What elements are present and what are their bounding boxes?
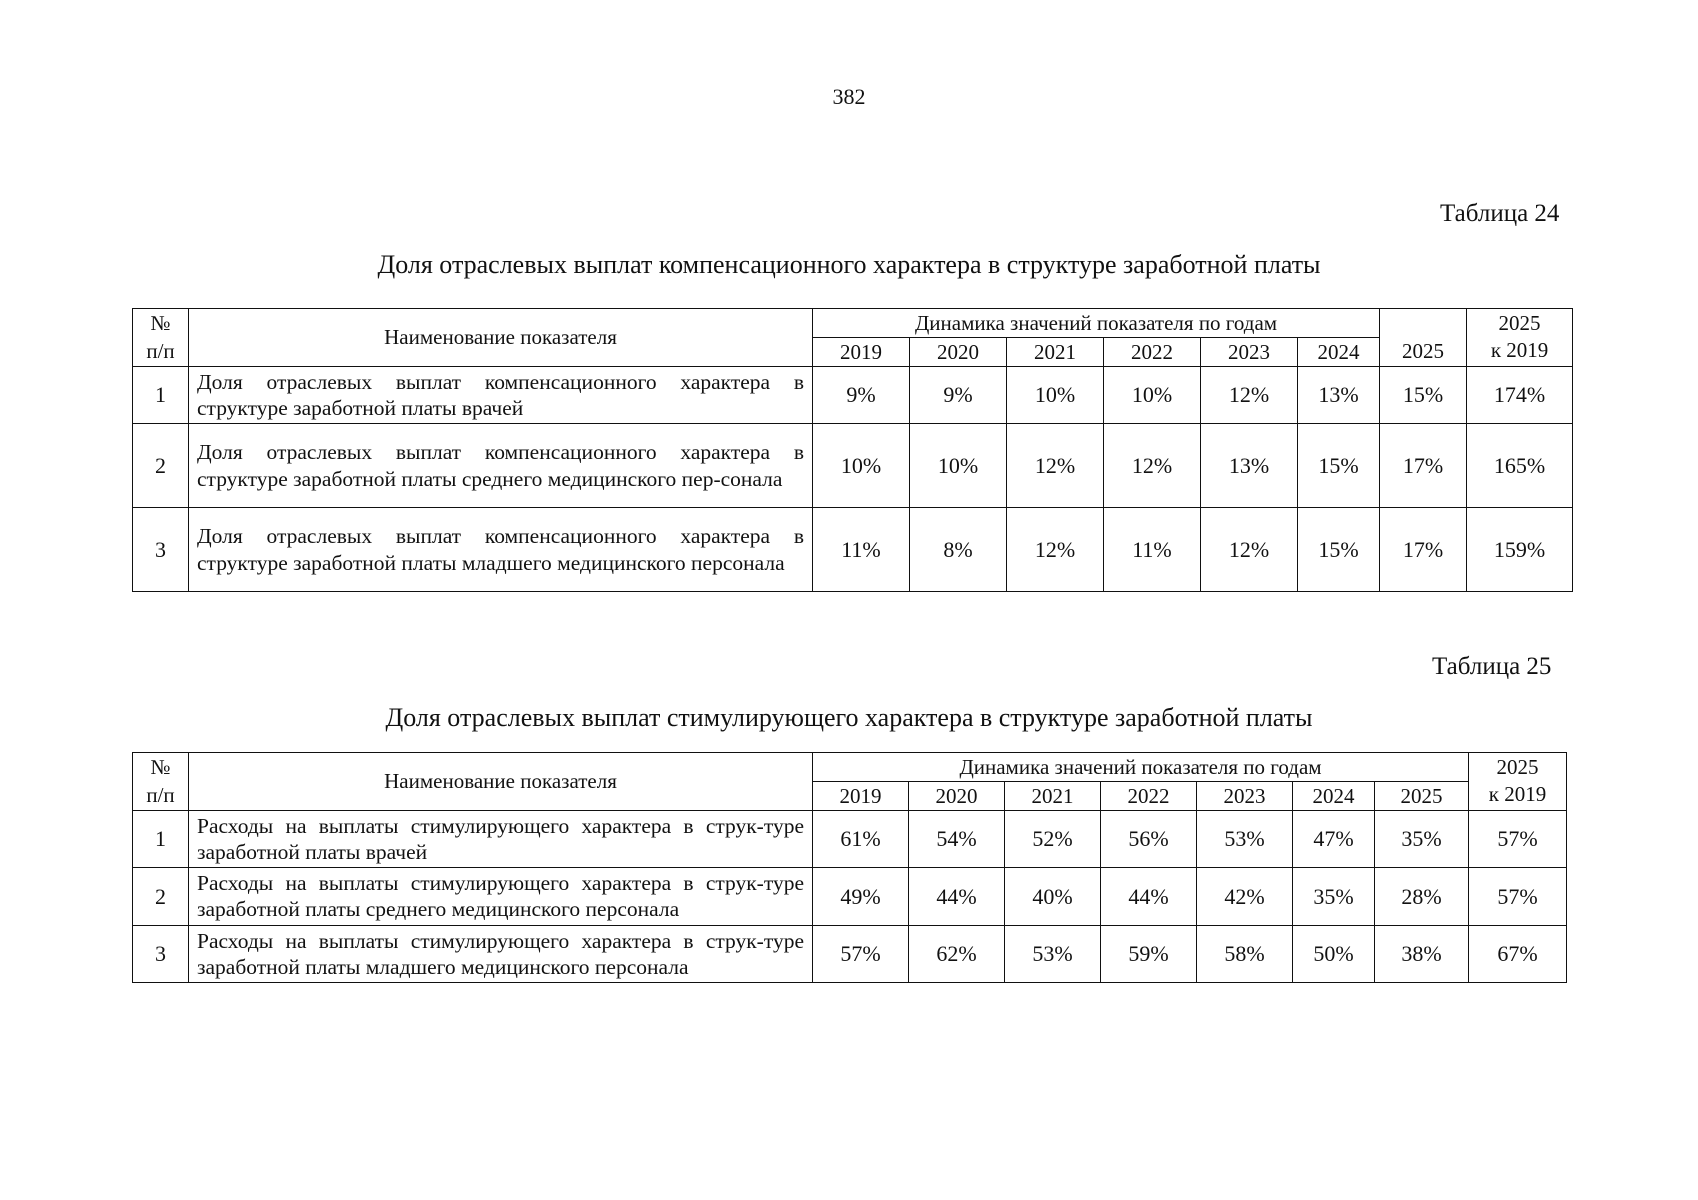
column-header-year: 2024 <box>1293 781 1375 810</box>
ratio-year: 2025 <box>1498 311 1541 336</box>
value-cell: 12% <box>1007 508 1104 592</box>
value-cell: 13% <box>1298 366 1380 423</box>
ratio-cell: 57% <box>1469 810 1567 867</box>
column-header-year: 2022 <box>1104 337 1201 366</box>
column-header-year: 2025 <box>1375 781 1469 810</box>
header-row <box>133 309 1573 338</box>
value-cell: 10% <box>1007 366 1104 423</box>
value-cell: 53% <box>1005 925 1101 982</box>
value-cell: 47% <box>1293 810 1375 867</box>
column-header-year: 2023 <box>1197 781 1293 810</box>
value-cell: 56% <box>1101 810 1197 867</box>
value-cell: 11% <box>1104 508 1201 592</box>
ratio-cell: 159% <box>1467 508 1573 592</box>
value-cell: 50% <box>1293 925 1375 982</box>
value-cell: 61% <box>813 810 909 867</box>
value-cell: 17% <box>1380 424 1467 508</box>
ratio-cell: 57% <box>1469 868 1567 925</box>
value-cell: 11% <box>813 508 910 592</box>
value-cell: 35% <box>1375 810 1469 867</box>
header-row <box>133 753 1567 782</box>
value-cell: 44% <box>909 868 1005 925</box>
column-header-year: 2021 <box>1007 337 1104 366</box>
column-header-dynamics: Динамика значений показателя по годам <box>813 309 1380 338</box>
row-number: 2 <box>133 868 189 925</box>
ratio-cell: 165% <box>1467 424 1573 508</box>
column-header-ratio <box>1469 753 1567 811</box>
ratio-year: 2025 <box>1496 755 1539 780</box>
column-header-year: 2020 <box>909 781 1005 810</box>
ratio-base: к 2019 <box>1488 782 1547 807</box>
column-header-number <box>133 753 189 811</box>
value-cell: 8% <box>910 508 1007 592</box>
column-header-year: 2019 <box>813 337 910 366</box>
indicator-name: Доля отраслевых выплат компенсационного характера в структуре заработной платы среднего медицинского пер-сонала <box>189 424 813 508</box>
column-header-year: 2025 <box>1380 309 1467 367</box>
column-header-name: Наименование показателя <box>189 753 813 811</box>
column-header-number <box>133 309 189 367</box>
table-row <box>133 925 1567 982</box>
row-number: 2 <box>133 424 189 508</box>
table-25-body <box>133 753 1567 983</box>
ratio-cell: 67% <box>1469 925 1567 982</box>
table-row <box>133 868 1567 925</box>
value-cell: 44% <box>1101 868 1197 925</box>
page-number: 382 <box>832 84 866 109</box>
value-cell: 17% <box>1380 508 1467 592</box>
ratio-base: к 2019 <box>1490 338 1549 363</box>
value-cell: 28% <box>1375 868 1469 925</box>
value-cell: 10% <box>1104 366 1201 423</box>
table-row <box>133 508 1573 592</box>
value-cell: 59% <box>1101 925 1197 982</box>
row-number: 1 <box>133 810 189 867</box>
column-header-year: 2022 <box>1101 781 1197 810</box>
number-abbrev: п/п <box>146 339 175 364</box>
value-cell: 10% <box>910 424 1007 508</box>
row-number: 3 <box>133 925 189 982</box>
value-cell: 54% <box>909 810 1005 867</box>
value-cell: 10% <box>813 424 910 508</box>
value-cell: 9% <box>910 366 1007 423</box>
number-sign: № <box>150 755 171 779</box>
value-cell: 40% <box>1005 868 1101 925</box>
indicator-name: Доля отраслевых выплат компенсационного характера в структуре заработной платы врачей <box>189 366 813 423</box>
value-cell: 38% <box>1375 925 1469 982</box>
value-cell: 35% <box>1293 868 1375 925</box>
row-number: 3 <box>133 508 189 592</box>
table-row <box>133 424 1573 508</box>
value-cell: 12% <box>1201 366 1298 423</box>
column-header-dynamics: Динамика значений показателя по годам <box>813 753 1469 782</box>
column-header-year: 2024 <box>1298 337 1380 366</box>
indicator-name: Расходы на выплаты стимулирующего характера в струк-туре заработной платы врачей <box>189 810 813 867</box>
table-24-body <box>133 309 1573 592</box>
table-24-label: Таблица 24 <box>1440 200 1560 227</box>
table-25 <box>132 752 1567 983</box>
column-header-year: 2021 <box>1005 781 1101 810</box>
indicator-name: Расходы на выплаты стимулирующего характера в струк-туре заработной платы среднего медицинского персонала <box>189 868 813 925</box>
table-row <box>133 810 1567 867</box>
value-cell: 15% <box>1298 424 1380 508</box>
column-header-year: 2019 <box>813 781 909 810</box>
value-cell: 12% <box>1201 508 1298 592</box>
value-cell: 15% <box>1380 366 1467 423</box>
value-cell: 15% <box>1298 508 1380 592</box>
number-sign: № <box>150 311 171 335</box>
table-row <box>133 366 1573 423</box>
value-cell: 52% <box>1005 810 1101 867</box>
number-abbrev: п/п <box>146 783 175 808</box>
column-header-name: Наименование показателя <box>189 309 813 367</box>
value-cell: 49% <box>813 868 909 925</box>
value-cell: 62% <box>909 925 1005 982</box>
value-cell: 53% <box>1197 810 1293 867</box>
indicator-name: Доля отраслевых выплат компенсационного характера в структуре заработной платы младшего медицинского персонала <box>189 508 813 592</box>
table-24 <box>132 308 1573 592</box>
indicator-name: Расходы на выплаты стимулирующего характера в струк-туре заработной платы младшего медицинского персонала <box>189 925 813 982</box>
table-25-label: Таблица 25 <box>1432 653 1552 680</box>
ratio-cell: 174% <box>1467 366 1573 423</box>
value-cell: 13% <box>1201 424 1298 508</box>
column-header-ratio <box>1467 309 1573 367</box>
value-cell: 9% <box>813 366 910 423</box>
table-24-title: Доля отраслевых выплат компенсационного характера в структуре заработной платы <box>377 250 1321 279</box>
value-cell: 42% <box>1197 868 1293 925</box>
row-number: 1 <box>133 366 189 423</box>
value-cell: 58% <box>1197 925 1293 982</box>
value-cell: 12% <box>1104 424 1201 508</box>
table-25-title: Доля отраслевых выплат стимулирующего характера в структуре заработной платы <box>385 703 1313 732</box>
column-header-year: 2020 <box>910 337 1007 366</box>
column-header-year: 2023 <box>1201 337 1298 366</box>
value-cell: 57% <box>813 925 909 982</box>
value-cell: 12% <box>1007 424 1104 508</box>
